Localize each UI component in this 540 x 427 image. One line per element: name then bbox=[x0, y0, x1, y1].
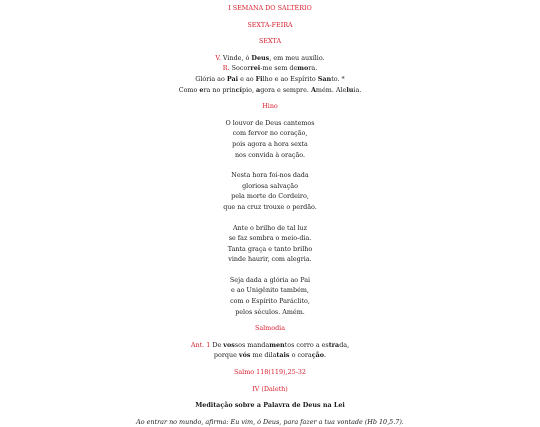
versicle-line: V. Vinde, ó Deus, em meu auxílio. bbox=[215, 53, 325, 62]
hymn-verse: pela morte do Cordeiro, bbox=[231, 192, 309, 201]
hymn-verse: se faz sombra o meio-dia. bbox=[228, 234, 312, 243]
hymn-stanza-3 bbox=[0, 223, 540, 265]
hymn-verse: com o Espírito Paráclito, bbox=[230, 297, 310, 306]
week-heading: I SEMANA DO SALTÉRIO bbox=[228, 4, 312, 12]
hymn-stanza-2 bbox=[0, 170, 540, 212]
hymn-verse: gloriosa salvação bbox=[242, 181, 298, 190]
psalm-title: Meditação sobre a Palavra de Deus na Lei bbox=[195, 401, 345, 410]
hymn-stanza-4 bbox=[0, 275, 540, 317]
antiphon-line-2: porque vós me dilatais o coração. bbox=[213, 351, 327, 360]
hymn-verse: que na cruz trouxe o perdão. bbox=[223, 202, 317, 211]
hymn-verse: com fervor no coração, bbox=[232, 129, 308, 138]
hymn-verse: Tanta graça e tanto brilho bbox=[227, 244, 313, 253]
hymn-verse: Nesta hora foi-nos dada bbox=[231, 171, 309, 180]
hymn-title: Hino bbox=[262, 102, 278, 111]
day-heading: SEXTA-FEIRA bbox=[247, 20, 293, 29]
psalmody-title: Salmodia bbox=[254, 324, 286, 333]
psalm-reference: Salmo 118(119),25-32 bbox=[233, 368, 306, 377]
psalm-section: IV (Daleth) bbox=[252, 384, 288, 393]
psalm-epigraph: Ao entrar no mundo, afirma: Eu vim, ó Deus, para fazer a tua vontade (Hb 10,5.7). bbox=[136, 417, 404, 426]
hour-heading: SEXTA bbox=[258, 37, 282, 46]
gloria-line: Glória ao Pai e ao Filho e ao Espírito Santo. * bbox=[195, 74, 345, 83]
hymn-stanza-1 bbox=[0, 118, 540, 160]
antiphon-line-1: Ant. 1 De vossos mandamentos corro a estrada, bbox=[190, 340, 350, 349]
response-line: R. Socorrei-me sem demora. bbox=[222, 64, 318, 73]
hymn-verse: vinde haurir, com alegria. bbox=[228, 255, 312, 264]
hymn-verse: O louvor de Deus cantemos bbox=[225, 118, 315, 127]
hymn-verse: pois agora a hora sexta bbox=[232, 139, 308, 148]
hymn-verse: pelos séculos. Amém. bbox=[235, 307, 305, 316]
hymn-verse: nos convida à oração. bbox=[234, 150, 306, 159]
hymn-verse: Seja dada a glória ao Pai bbox=[229, 275, 311, 284]
hymn-verse: Ante o brilho de tal luz bbox=[232, 223, 308, 232]
hymn-verse: e ao Unigênito também, bbox=[231, 286, 309, 295]
como-line: Como era no princípio, agora e sempre. Amém. Aleluia. bbox=[178, 85, 362, 94]
